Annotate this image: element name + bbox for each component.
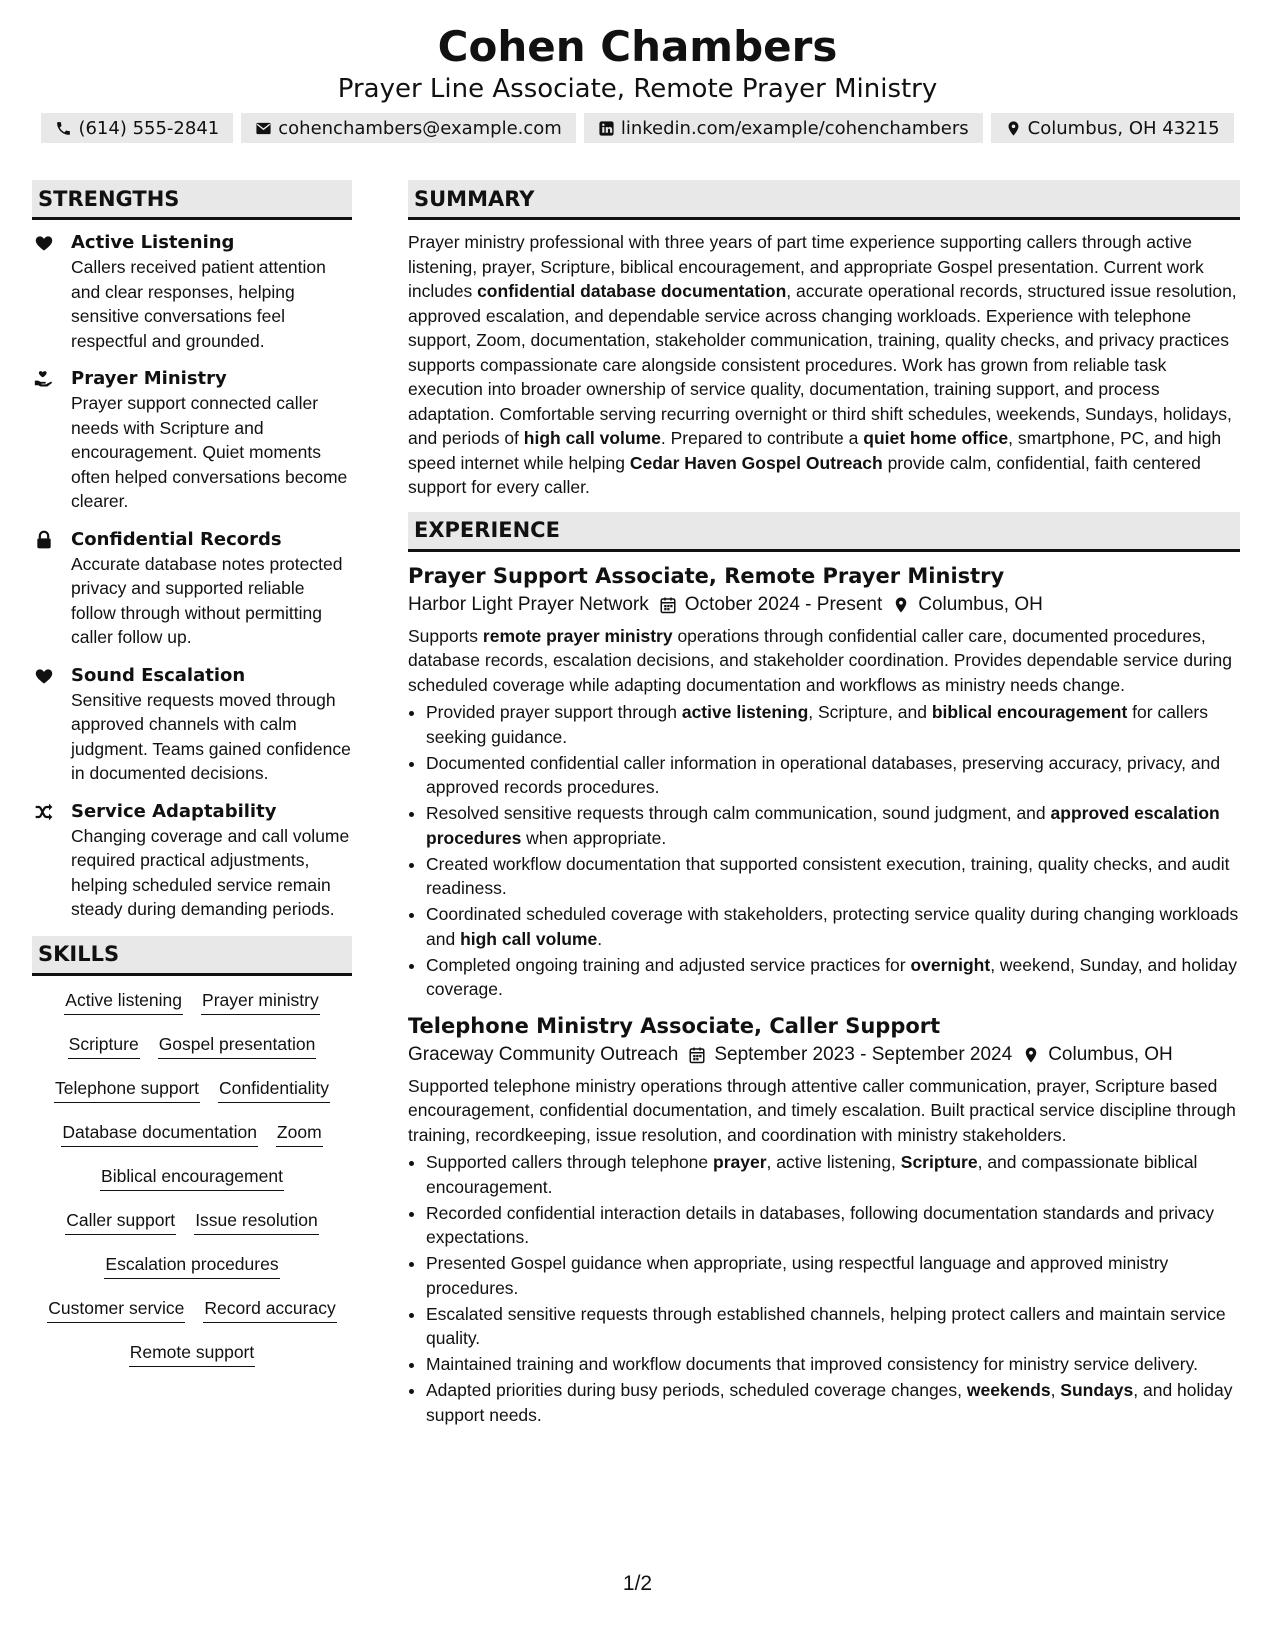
emphasis-text: Scripture [900,1152,978,1172]
experience-heading: EXPERIENCE [408,512,1240,552]
job-location: Columbus, OH [918,593,1043,615]
emphasis-text: high call volume [460,928,598,949]
job-bullet: • Presented Gospel guidance when appropriate, using respectful language and approved ministry procedures. [426,1251,1240,1300]
job-summary: Supports remote prayer ministry operations through confidential caller care, documented procedures, database records, escalation decisions, and stakeholder coordination. Provides dependable service during scheduled coverage while adapting documentation and workflows as ministry needs change. [408,625,1232,695]
skill-tag: Escalation procedures [104,1252,279,1279]
emphasis-text: high call volume [523,428,661,448]
calendar-icon [688,1046,706,1064]
job-bullet: • Coordinated scheduled coverage with stakeholders, protecting service quality during changing workloads and high call volume. [426,902,1240,951]
candidate-name: Cohen Chambers [437,22,838,71]
emphasis-text: Cedar Haven Gospel Outreach [629,452,883,473]
right-column [408,180,1240,1429]
job-bullet: • Provided prayer support through active listening, Scripture, and biblical encouragement for callers seeking guidance. [426,700,1240,749]
strength-title: Prayer Ministry [71,368,227,389]
summary-text: Prayer ministry professional with three years of part time experience supporting callers through active listening, prayer, Scripture, biblical encouragement, and appropriate Gospel presentation. Current work includes confidential database documentation, accurate operational records, structured issue resolution, approved escalation, and dependable service across changing workloads. Experience with telephone support, Zoom, documentation, stakeholder communication, training, quality checks, and privacy practices supports compassionate care alongside consistent procedures. Work has grown from reliable task execution into broader ownership of service quality, documentation, training support, and process adaptation. Comfortable serving recurring overnight or third shift schedules, weekends, Sundays, holidays, and periods of high call volume. Prepared to contribute a quiet home office, smartphone, PC, and high speed internet while helping Cedar Haven Gospel Outreach provide calm, confidential, faith centered support for every caller. [408,232,1237,497]
skill-tag: Caller support [65,1208,176,1235]
skill-tag: Prayer ministry [201,988,320,1015]
strength-title: Active Listening [71,232,235,253]
strength-item [32,231,352,353]
job-dates-group [659,590,883,620]
job-meta [408,1040,1240,1070]
strength-title: Sound Escalation [71,664,246,686]
job-bullet: • Created workflow documentation that supported consistent execution, training, quality checks, and audit readiness. [426,852,1240,901]
strengths-heading: STRENGTHS [32,180,352,220]
job-bullet: • Adapted priorities during busy periods, scheduled coverage changes, weekends, Sundays, and holiday support needs. [426,1378,1240,1427]
phone-icon [55,120,72,137]
linkedin-text[interactable]: linkedin.com/example/cohenchambers [620,117,969,139]
skill-tag: Record accuracy [203,1296,336,1323]
job-company: Harbor Light Prayer Network [408,593,649,615]
contact-bar [0,113,1275,143]
skill-tag: Gospel presentation [158,1032,317,1059]
skill-tag: Customer service [47,1296,185,1323]
job-meta [408,590,1240,620]
emphasis-text: active listening [681,702,809,722]
heart-icon [34,666,54,686]
job-location: Columbus, OH [1048,1043,1173,1065]
emphasis-text: quiet home office [863,428,1009,448]
calendar-icon [659,596,677,614]
strength-desc: Sensitive requests moved through approved channels with calm judgment. Teams gained confidence in documented decisions. [71,689,351,783]
emphasis-text: overnight [910,954,991,975]
contact-linkedin[interactable] [584,113,983,143]
summary-heading: SUMMARY [408,180,1240,220]
skill-tag: Zoom [276,1120,323,1147]
strength-item [32,800,352,922]
emphasis-text: weekends [966,1380,1051,1400]
linkedin-icon [598,120,615,137]
contact-location [991,113,1234,143]
job-dates-group [688,1040,1012,1070]
strength-desc: Accurate database notes protected privacy and supported reliable follow through without permitting caller follow up. [71,553,343,647]
strength-title: Service Adaptability [71,800,277,822]
job-title: Prayer Support Associate, Remote Prayer Ministry [408,563,1005,588]
lock-icon [34,530,54,550]
job-entry [408,562,1240,1002]
skill-tag: Biblical encouragement [100,1164,284,1191]
contact-email[interactable] [241,113,576,143]
job-dates: October 2024 - Present [684,593,883,615]
contact-phone [41,113,233,143]
map-pin-icon [1022,1046,1040,1064]
job-bullet: • Resolved sensitive requests through calm communication, sound judgment, and approved escalation procedures when appropriate. [426,801,1240,850]
strength-desc: Callers received patient attention and clear responses, helping sensitive conversations feel respectful and grounded. [71,257,326,351]
skill-tag: Telephone support [54,1076,200,1103]
job-entry [408,1012,1240,1428]
skill-tag: Remote support [129,1340,256,1367]
job-dates: September 2023 - September 2024 [714,1043,1013,1065]
left-column [32,180,352,1367]
job-bullet: • Documented confidential caller information in operational databases, preserving accuracy, privacy, and approved records procedures. [426,751,1240,800]
strengths-list [32,231,352,922]
location-text: Columbus, OH 43215 [1027,117,1220,139]
hand-holding-heart-icon [34,369,54,389]
emphasis-text: Sundays [1060,1380,1134,1400]
skill-tag: Scripture [68,1032,140,1059]
skills-list [32,988,352,1367]
job-summary: Supported telephone ministry operations through attentive caller communication, prayer, Scripture based encouragement, confidential documentation, and timely escalation. Built practical service discipline through training, recordkeeping, issue resolution, and coordination with ministry stakeholders. [408,1075,1236,1145]
emphasis-text: remote prayer ministry [482,625,673,646]
job-bullets [408,1150,1240,1427]
candidate-title: Prayer Line Associate, Remote Prayer Ministry [337,74,938,104]
job-bullet: • Completed ongoing training and adjusted service practices for overnight, weekend, Sunday, and holiday coverage. [426,953,1240,1002]
email-text[interactable]: cohenchambers@example.com [278,117,562,139]
skills-heading: SKILLS [32,936,352,976]
strength-item [32,528,352,650]
strength-title: Confidential Records [71,528,282,550]
emphasis-text: approved escalation procedures [426,803,1220,848]
skill-tag: Database documentation [61,1120,258,1147]
strength-item [32,664,352,786]
shuffle-icon [34,802,54,822]
job-location-group [1022,1040,1173,1070]
skill-tag: Active listening [64,988,183,1015]
job-title: Telephone Ministry Associate, Caller Support [408,1013,941,1038]
skill-tag: Confidentiality [218,1076,330,1103]
emphasis-text: confidential database documentation [477,281,787,301]
map-pin-icon [892,596,910,614]
skill-tag: Issue resolution [194,1208,319,1235]
job-company: Graceway Community Outreach [408,1043,679,1065]
phone-text: (614) 555-2841 [78,117,220,139]
job-bullet: • Recorded confidential interaction details in databases, following documentation standards and privacy expectations. [426,1201,1240,1250]
strength-desc: Changing coverage and call volume required practical adjustments, helping scheduled service remain steady during demanding periods. [71,825,350,919]
map-pin-icon [1005,120,1022,137]
job-bullet: • Supported callers through telephone prayer, active listening, Scripture, and compassionate biblical encouragement. [426,1150,1240,1199]
emphasis-text: prayer [713,1152,767,1172]
envelope-icon [255,120,272,137]
heart-icon [34,233,54,253]
job-location-group [892,590,1043,620]
emphasis-text: biblical encouragement [931,702,1128,722]
page-number: 1/2 [622,1572,653,1595]
job-bullets [408,700,1240,1002]
job-bullet: • Maintained training and workflow documents that improved consistency for ministry service delivery. [426,1352,1240,1377]
strength-item [32,367,352,514]
strength-desc: Prayer support connected caller needs with Scripture and encouragement. Quiet moments often helped conversations become clearer. [71,393,348,511]
job-bullet: • Escalated sensitive requests through established channels, helping protect callers and maintain service quality. [426,1302,1240,1351]
